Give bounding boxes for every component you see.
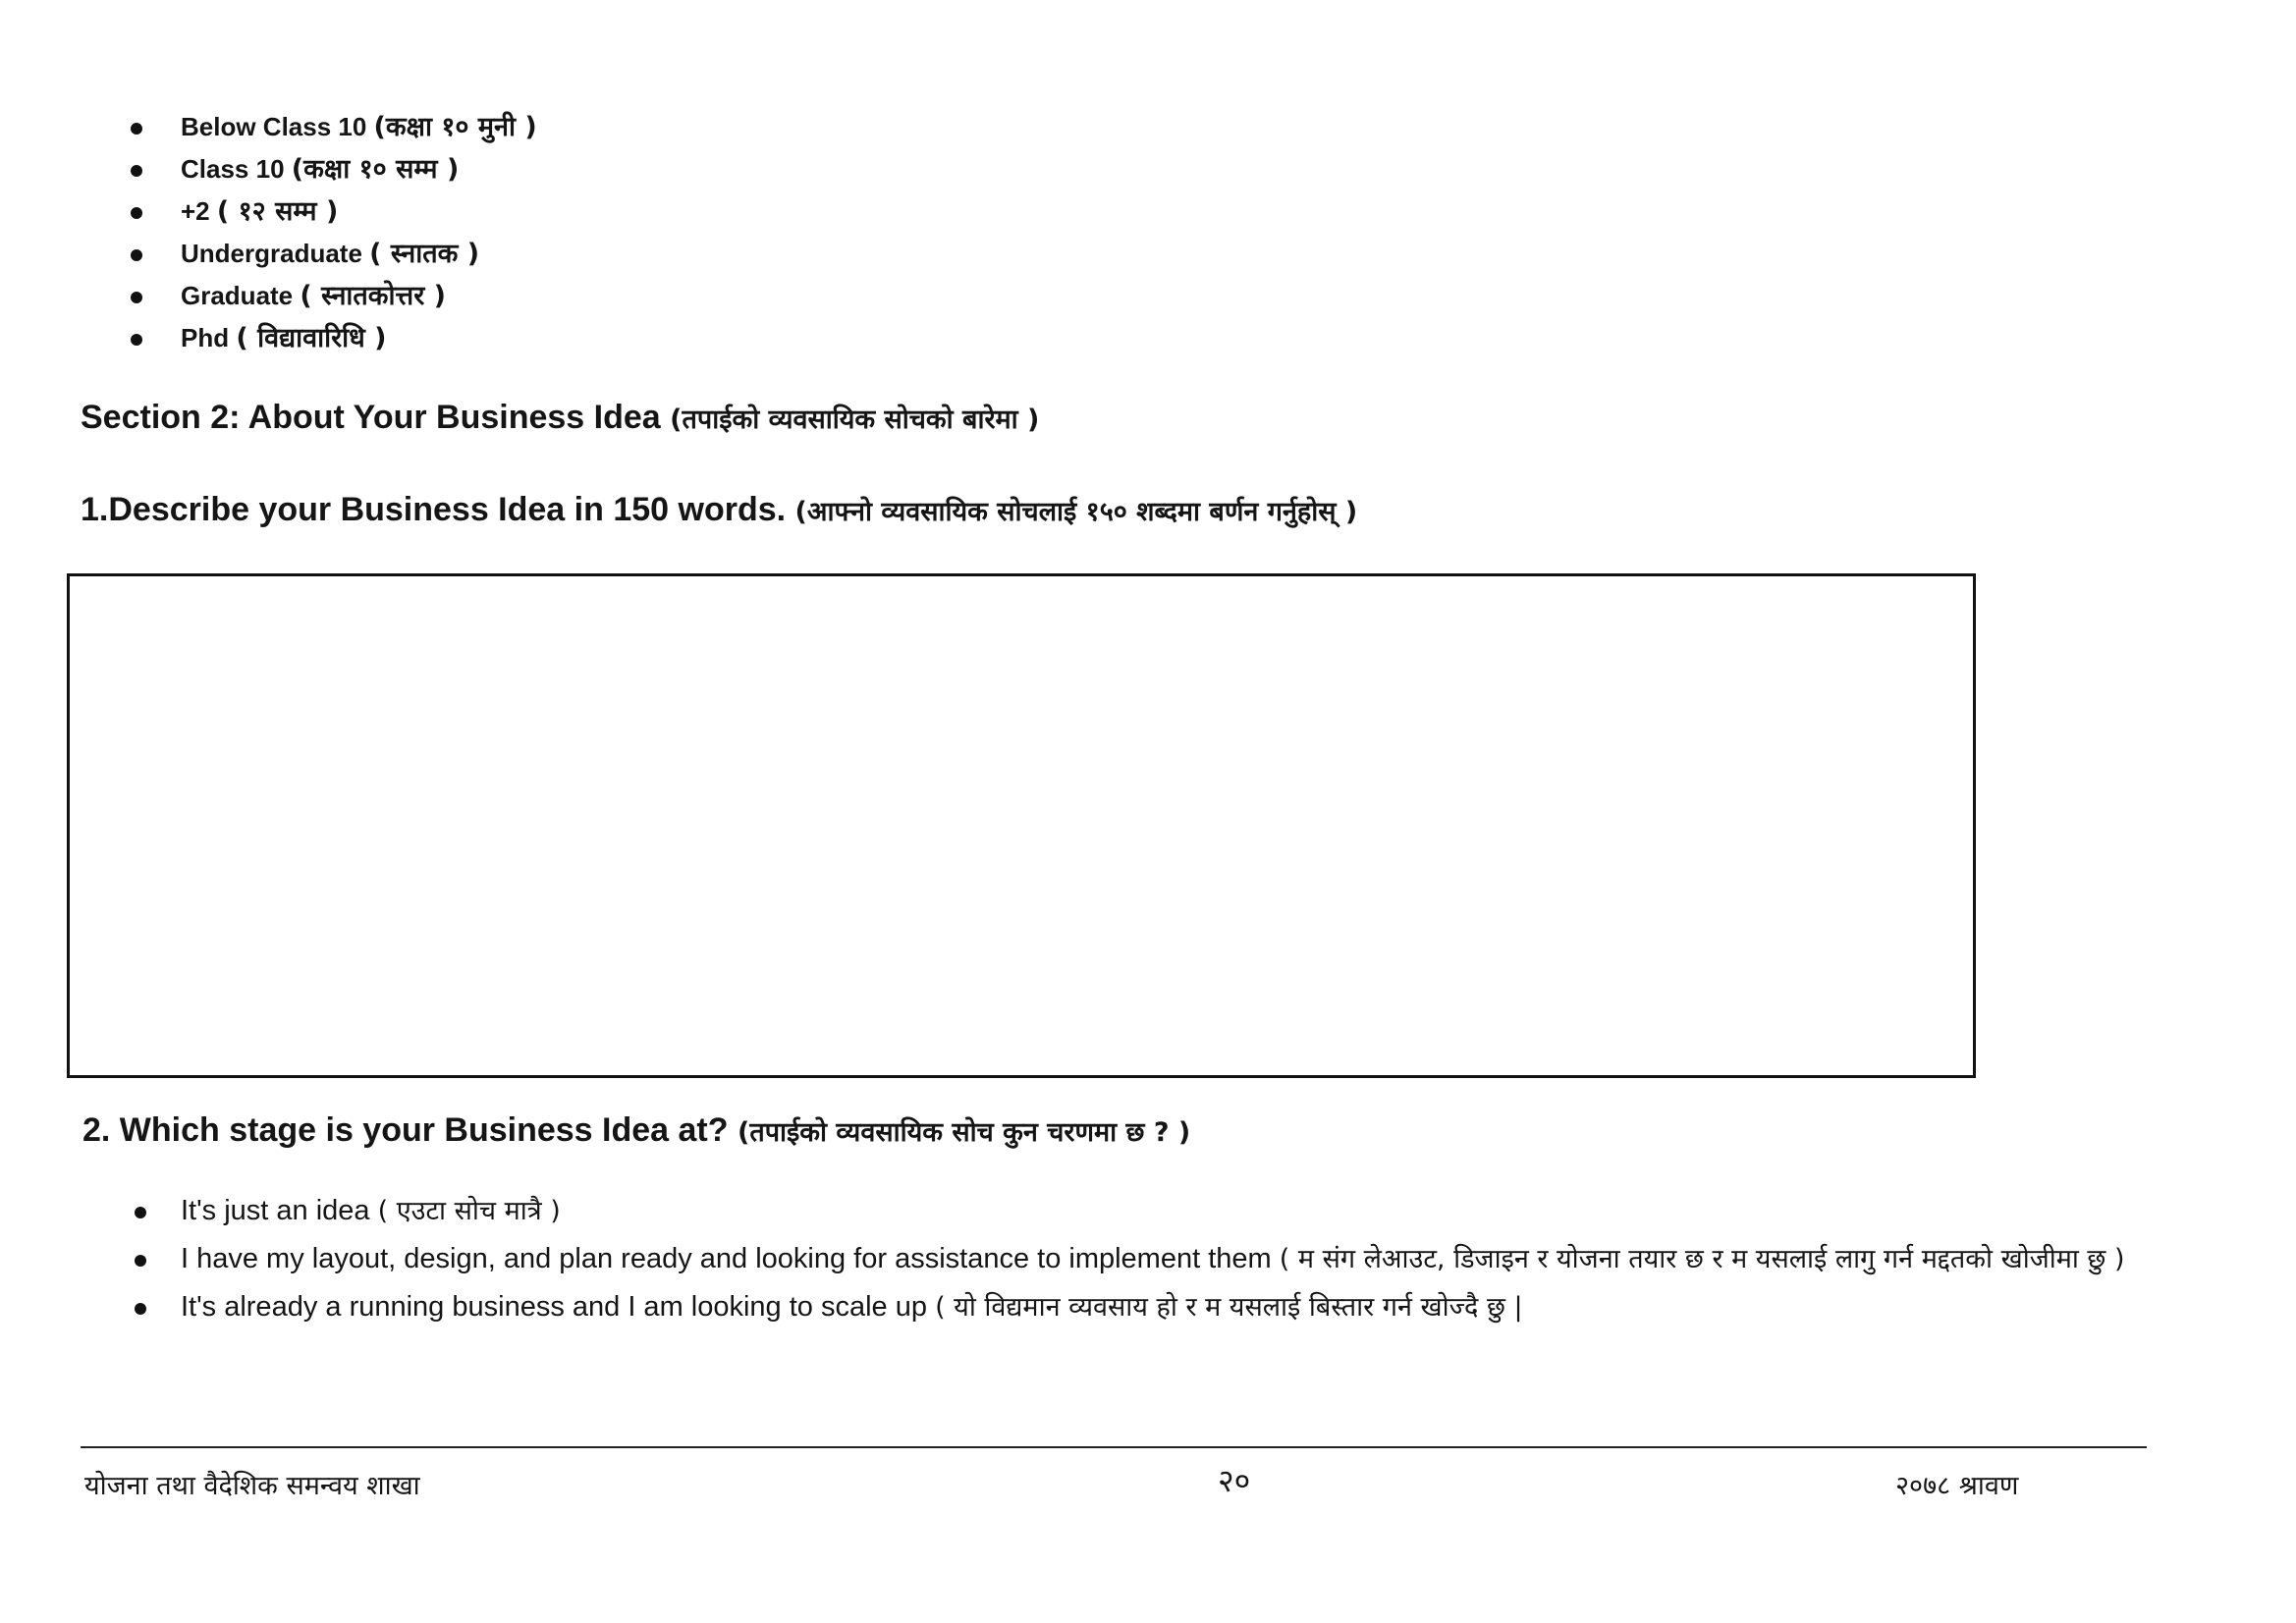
bullet-icon <box>135 1255 146 1267</box>
option-label-np: ( म संग लेआउट, डिजाइन र योजना तयार छ र म यसलाई लागु गर्न मद्दतको खोजीमा छु ) <box>1279 1244 2125 1274</box>
question-1-label <box>81 491 1357 529</box>
stage-option[interactable] <box>128 1284 2151 1330</box>
option-label: Undergraduate <box>181 239 362 268</box>
education-option[interactable] <box>128 148 537 190</box>
option-label-np: ( यो विद्यमान व्यवसाय हो र म यसलाई बिस्तार गर्न खोज्दै छु | <box>935 1292 1523 1323</box>
option-label: It's already a running business and I am looking to scale up <box>181 1291 927 1323</box>
bullet-icon <box>131 165 142 177</box>
option-label-np: ( एउटा सोच मात्रै ) <box>377 1196 561 1226</box>
business-idea-answer-box[interactable] <box>67 573 1976 1078</box>
page-number: २० <box>1218 1462 1251 1499</box>
section-heading <box>81 399 1039 437</box>
education-option[interactable] <box>128 190 537 233</box>
bullet-icon <box>131 207 142 219</box>
option-label: Class 10 <box>181 154 285 184</box>
option-label: Phd <box>181 323 230 352</box>
question-2-text: 2. Which stage is your Business Idea at? <box>82 1111 729 1149</box>
education-option[interactable] <box>128 106 537 148</box>
footer-department: योजना तथा वैदेशिक समन्वय शाखा <box>84 1471 420 1501</box>
stage-options-list <box>128 1188 2151 1330</box>
option-label: +2 <box>181 196 210 226</box>
question-2-text-np: (तपाईको व्यवसायिक सोच कुन चरणमा छ ? ) <box>737 1117 1191 1148</box>
bullet-icon <box>131 249 142 261</box>
option-label-np: ( १२ सम्म ) <box>216 196 339 227</box>
option-label: Graduate <box>181 281 294 310</box>
bullet-icon <box>131 123 142 135</box>
bullet-icon <box>135 1207 146 1218</box>
section-title-np: (तपाईको व्यवसायिक सोचको बारेमा ) <box>670 405 1040 435</box>
option-label: I have my layout, design, and plan ready and looking for assistance to implement them <box>181 1243 1272 1274</box>
bullet-icon <box>131 292 142 303</box>
section-title: Section 2: About Your Business Idea <box>81 399 661 436</box>
option-label-np: ( स्नातक ) <box>369 239 480 269</box>
bullet-icon <box>131 334 142 346</box>
education-option[interactable] <box>128 275 537 317</box>
option-label-np: ( विद्यावारिधि ) <box>236 323 387 353</box>
bullet-icon <box>135 1303 146 1315</box>
education-option[interactable] <box>128 233 537 275</box>
option-label-np: (कक्षा १० मुनी ) <box>373 112 537 142</box>
education-option[interactable] <box>128 317 537 359</box>
stage-option[interactable] <box>128 1188 2151 1234</box>
footer-divider <box>81 1446 2147 1448</box>
option-label: Below Class 10 <box>181 112 367 141</box>
question-2-label <box>82 1111 1190 1150</box>
question-1-text: 1.Describe your Business Idea in 150 words. <box>81 491 787 528</box>
footer-date: २०७८ श्रावण <box>1895 1471 2019 1501</box>
option-label: It's just an idea <box>181 1195 370 1226</box>
option-label-np: (कक्षा १० सम्म ) <box>291 154 460 185</box>
question-1-text-np: (आफ्नो व्यवसायिक सोचलाई १५० शब्दमा बर्णन गर्नुहोस् ) <box>794 497 1358 527</box>
education-options-list <box>128 106 537 359</box>
stage-option[interactable] <box>128 1236 2151 1282</box>
option-label-np: ( स्नातकोत्तर ) <box>300 281 446 311</box>
